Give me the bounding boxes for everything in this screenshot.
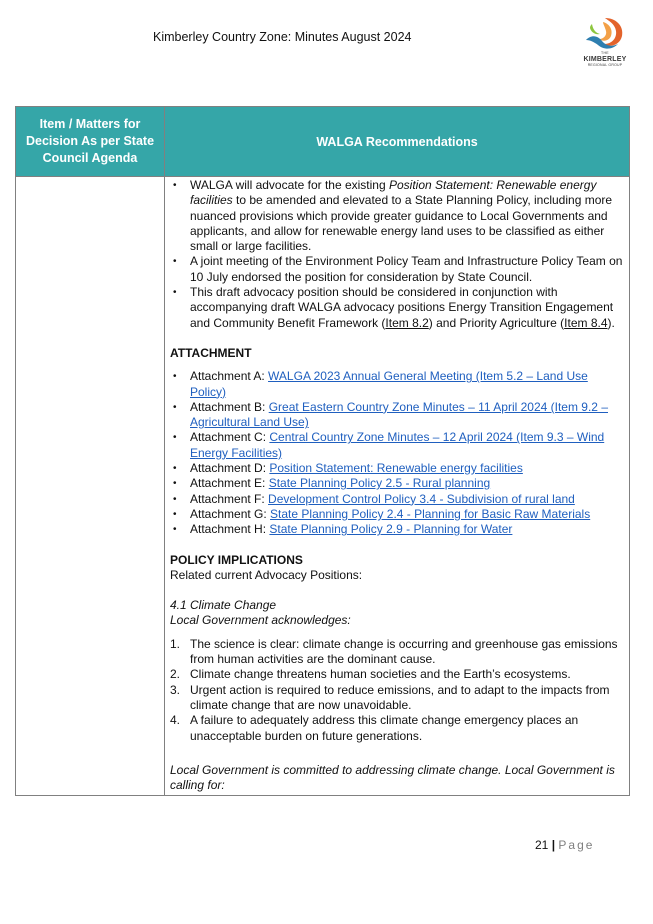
list-item: 4. A failure to adequately address this climate change emergency places an unacceptable burden on future generations. (170, 713, 579, 743)
item-8-4-reference: Item 8.4 (564, 315, 608, 330)
table-column-divider (164, 107, 165, 795)
page-label: Page (558, 838, 595, 852)
climate-change-intro: Local Government acknowledges: (170, 613, 351, 628)
list-item: 2. Climate change threatens human societies and the Earth’s ecosystems. (170, 667, 571, 682)
recommendations-table (15, 106, 630, 796)
attachment-item-b: • Attachment B: Great Eastern Country Zone Minutes – 11 April 2024 (Item 9.2 – Agricultural Land Use) (173, 399, 608, 430)
climate-change-title: 4.1 Climate Change (170, 598, 277, 613)
list-item: 3. Urgent action is required to reduce emissions, and to adapt to the impacts from climate change that are now unavoidable. (170, 682, 610, 712)
table-header-divider (16, 176, 629, 177)
page-header-title: Kimberley Country Zone: Minutes August 2024 (153, 30, 412, 44)
logo-mark-icon (582, 14, 628, 54)
attachment-e-link[interactable]: State Planning Policy 2.5 - Rural planning (268, 476, 491, 491)
attachment-g-link[interactable]: State Planning Policy 2.4 - Planning for Basic Raw Materials (270, 506, 591, 521)
attachment-f-link[interactable]: Development Control Policy 3.4 - Subdivision of rural land (268, 491, 575, 506)
page-number: 21 (535, 838, 549, 852)
attachment-item-f: • Attachment F: Development Control Policy 3.4 - Subdivision of rural land (173, 491, 575, 506)
attachment-item-e: • Attachment E: State Planning Policy 2.5 - Rural planning (173, 476, 491, 491)
list-item: • A joint meeting of the Environment Policy Team and Infrastructure Policy Team on 10 July endorsed the position for consideration by State Council. (173, 254, 623, 284)
policy-intro: Related current Advocacy Positions: (170, 567, 363, 582)
climate-change-list (170, 637, 625, 744)
attachment-h-link[interactable]: State Planning Policy 2.9 - Planning for Water (269, 522, 513, 537)
list-item: • This draft advocacy position should be considered in conjunction with accompanying draft WALGA advocacy positions Energy Transition Engagement and Community Benefit Framework (Item 8.2) and Priority Agriculture (Item 8.4). (173, 285, 615, 330)
item-8-2-reference: Item 8.2 (385, 315, 429, 330)
attachment-d-link[interactable]: Position Statement: Renewable energy facilities (269, 461, 523, 476)
table-header-right: WALGA Recommendations (165, 107, 629, 176)
attachment-item-h: • Attachment H: State Planning Policy 2.9 - Planning for Water (173, 522, 513, 537)
table-header-left: Item / Matters for Decision As per State Council Agenda (16, 107, 164, 176)
attachment-b-link[interactable]: Great Eastern Country Zone Minutes – 11 April 2024 (Item 9.2 – Agricultural Land Use) (190, 399, 608, 430)
footer-separator: | (551, 838, 556, 852)
recommendation-list (170, 178, 625, 331)
list-item: • WALGA will advocate for the existing Position Statement: Renewable energy facilities to be amended and elevated to a State Planning Policy, including more nuanced provisions which provide greater guidance to Local Governments and applicants, and allow for renewable energy land uses to be classified as either small or large facilities. (173, 178, 613, 254)
attachment-item-c: • Attachment C: Central Country Zone Minutes – 12 April 2024 (Item 9.3 – Wind Energy Facilities) (173, 430, 605, 460)
attachment-list (170, 369, 625, 537)
attachment-item-d: • Attachment D: Position Statement: Renewable energy facilities (173, 461, 523, 476)
page-footer (535, 838, 594, 852)
logo-small-text: THE (601, 51, 609, 55)
closing-statement: Local Government is committed to addressing climate change. Local Government is calling for: (170, 762, 615, 793)
attachment-item-a: • Attachment A: WALGA 2023 Annual General Meeting (Item 5.2 – Land Use Policy) (173, 369, 588, 399)
logo-sub-text: REGIONAL GROUP (587, 62, 623, 67)
attachment-a-link[interactable]: WALGA 2023 Annual General Meeting (Item 5.2 – Land Use Policy) (190, 369, 588, 399)
policy-implications-heading: POLICY IMPLICATIONS (170, 552, 303, 567)
list-item: 1. The science is clear: climate change is occurring and greenhouse gas emissions from human activities are the dominant cause. (170, 636, 618, 667)
attachment-heading: ATTACHMENT (170, 345, 252, 360)
kimberley-logo (578, 14, 632, 66)
attachment-item-g: • Attachment G: State Planning Policy 2.4 - Planning for Basic Raw Materials (173, 506, 591, 521)
attachment-c-link[interactable]: Central Country Zone Minutes – 12 April 2024 (Item 9.3 – Wind Energy Facilities) (190, 430, 605, 460)
logo-name-text: KIMBERLEY (583, 55, 627, 63)
recommendations-cell (170, 178, 625, 793)
